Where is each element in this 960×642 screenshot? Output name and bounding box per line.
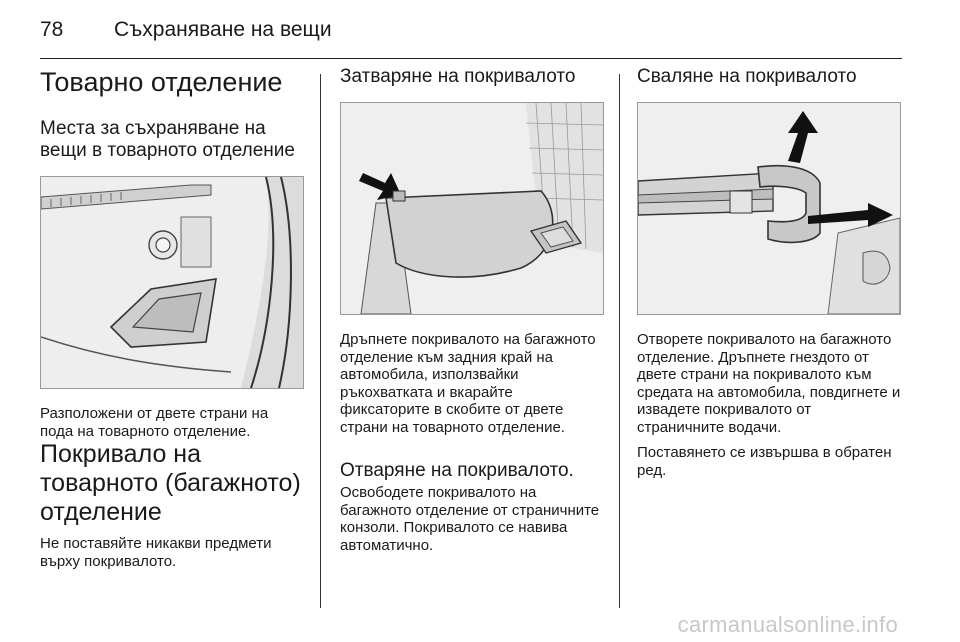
column-divider	[320, 74, 321, 608]
watermark: carmanualsonline.info	[677, 612, 898, 637]
figure-removing-cover	[637, 102, 901, 315]
remove-cover-text: Отворете покривалото на багажното отделение. Дръпнете гнездото от двете страни на покривалото към средата на автомобила, повдигнете и извадете покривалото от страничните водачи.	[637, 331, 901, 436]
reinstall-note: Поставянето се извършва в обратен ред.	[637, 444, 892, 479]
page-number: 78	[40, 18, 64, 41]
open-cover-text: Освободете покривалото на багажното отделение от страничните конзоли. Покривалото се навива автоматично.	[340, 484, 600, 554]
cover-title: Покривало на товарното (багажното) отделение	[40, 440, 301, 526]
cover-text: Не поставяйте никакви предмети върху покривалото.	[40, 535, 272, 570]
figure-closing-cover	[340, 102, 604, 315]
remove-cover-title: Сваляне на покривалото	[637, 66, 857, 87]
page-header	[40, 14, 902, 59]
close-cover-text: Дръпнете покривалото на багажното отделение към задния край на автомобила, използвайки ръкохватката и вкарайте фиксаторите в скобите от двете страни на товарното отделение.	[340, 331, 596, 436]
close-cover-title: Затваряне на покривалото	[340, 66, 576, 87]
open-cover-title: Отваряне на покривалото.	[340, 460, 574, 481]
column-left	[40, 66, 305, 570]
figure-storage-compartment	[40, 176, 304, 389]
running-title: Съхраняване на вещи	[114, 18, 332, 41]
figure-caption: Разположени от двете страни на пода на товарното отделение.	[40, 405, 269, 440]
subsection-title: Места за съхраняване на вещи в товарното отделение	[40, 118, 295, 161]
column-divider	[619, 74, 620, 608]
section-title: Товарно отделение	[40, 67, 283, 97]
column-middle	[340, 66, 604, 554]
column-right	[637, 66, 902, 479]
